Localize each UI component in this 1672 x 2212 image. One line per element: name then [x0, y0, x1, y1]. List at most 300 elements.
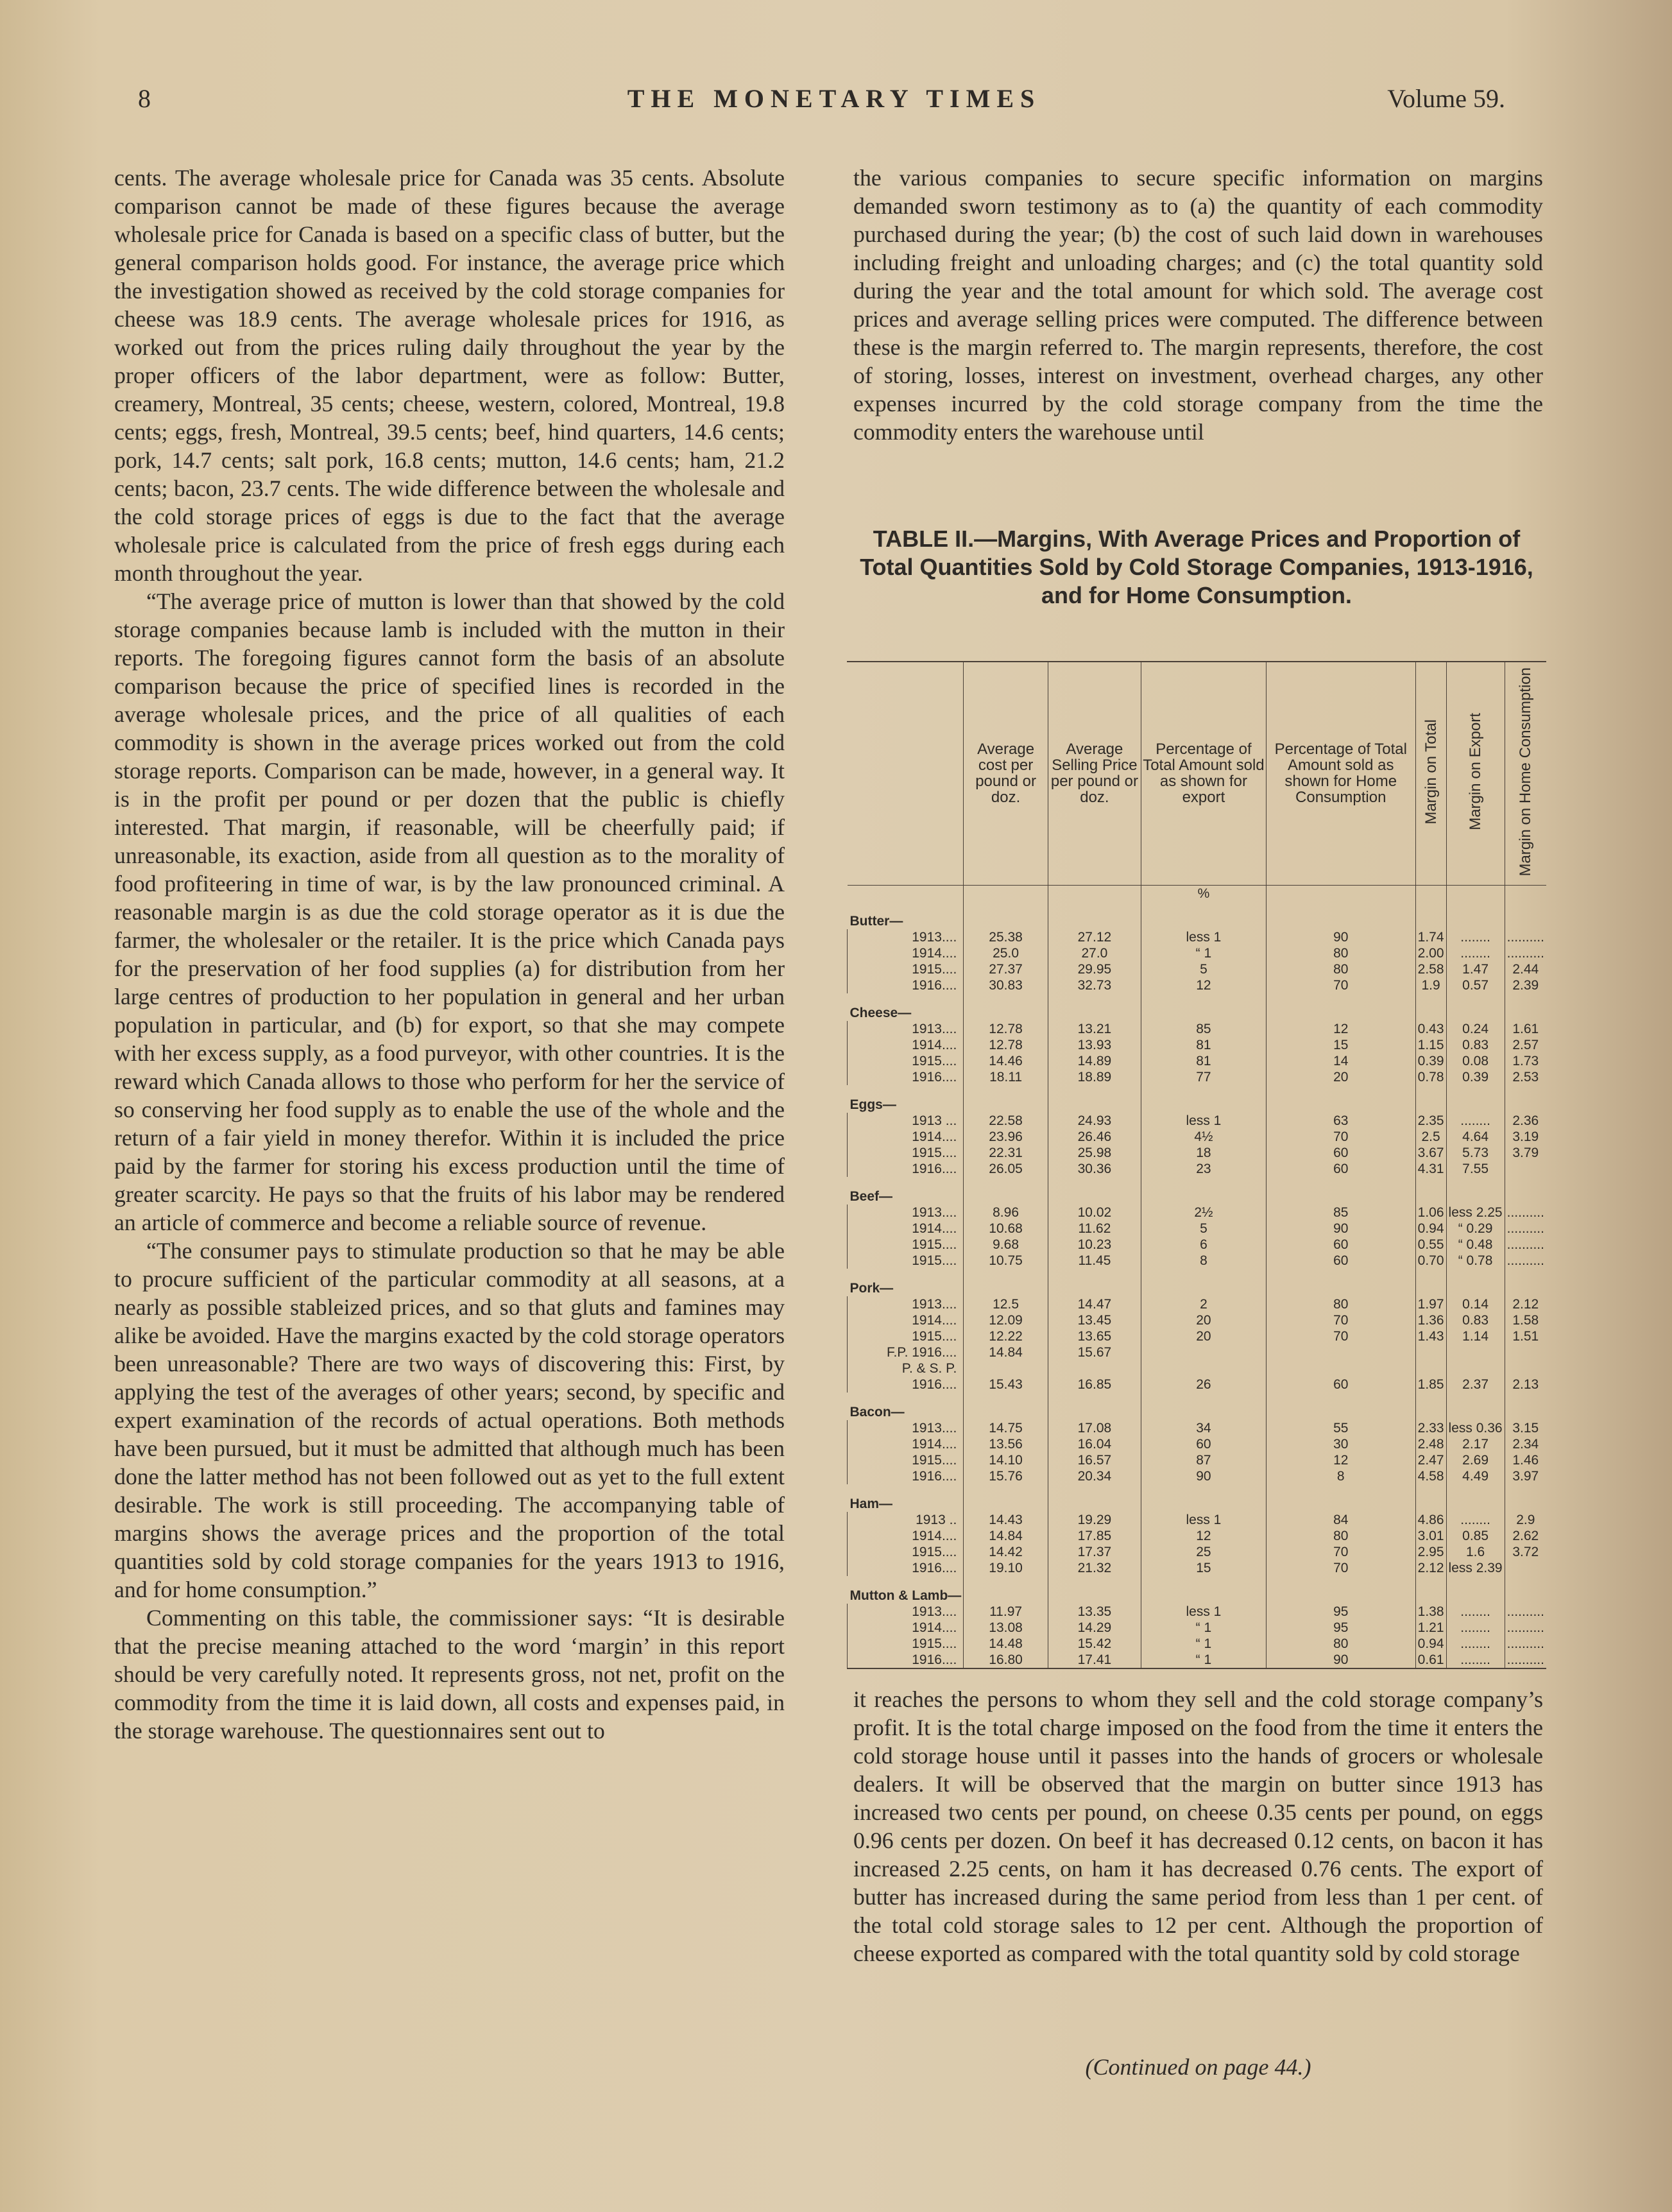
table-cell: 2.9 [1505, 1512, 1546, 1528]
table-cell: 55 [1266, 1420, 1415, 1436]
table-cell [1141, 1360, 1267, 1376]
table-cell: 32.73 [1048, 977, 1141, 993]
table-group-row [848, 1177, 1547, 1205]
row-year: F.P. 1916.... [848, 1344, 964, 1360]
table-cell: .......... [1505, 1221, 1546, 1237]
table-cell: ........ [1446, 945, 1505, 961]
table-row [848, 929, 1547, 945]
table-cell: 9.68 [964, 1237, 1048, 1253]
table-cell: 15.76 [964, 1468, 1048, 1484]
table-cell: .......... [1505, 929, 1546, 945]
row-year: 1915.... [848, 1636, 964, 1652]
table-cell [1505, 1344, 1546, 1360]
table-cell: 3.79 [1505, 1145, 1546, 1161]
table-cell: 25.98 [1048, 1145, 1141, 1161]
table-cell: 2½ [1141, 1205, 1267, 1221]
table-row [848, 1436, 1547, 1452]
table-cell: 2.17 [1446, 1436, 1505, 1452]
table-cell: ........ [1446, 1604, 1505, 1620]
page-header [0, 83, 1672, 122]
table-row [848, 1344, 1547, 1360]
row-year: P. & S. P. [848, 1360, 964, 1376]
table-cell: 2.53 [1505, 1069, 1546, 1085]
table-cell: 26 [1141, 1376, 1267, 1393]
table-cell: “ 0.78 [1446, 1253, 1505, 1269]
table-cell: 7.55 [1446, 1161, 1505, 1177]
table-group-row [848, 902, 1547, 929]
table-cell: 80 [1266, 961, 1415, 977]
table-cell: 1.9 [1415, 977, 1446, 993]
table-group-row [848, 993, 1547, 1021]
table-cell: .......... [1505, 1604, 1546, 1620]
table-cell: 23.96 [964, 1129, 1048, 1145]
table-cell: 20.34 [1048, 1468, 1141, 1484]
table-cell [1266, 1360, 1415, 1376]
table-cell: 70 [1266, 1544, 1415, 1560]
row-year: 1913.... [848, 1604, 964, 1620]
table-cell: 24.93 [1048, 1113, 1141, 1129]
table-cell: 14.10 [964, 1452, 1048, 1468]
row-year: 1915.... [848, 961, 964, 977]
row-year: 1916.... [848, 1161, 964, 1177]
group-label: Butter— [849, 913, 903, 929]
table-cell: 14.47 [1048, 1296, 1141, 1312]
margins-table [847, 661, 1546, 1669]
table-row [848, 1620, 1547, 1636]
table-cell: 1.46 [1505, 1452, 1546, 1468]
table-cell: 30.36 [1048, 1161, 1141, 1177]
table-body [848, 885, 1547, 1668]
row-year: 1913.... [848, 1420, 964, 1436]
table-cell: 4.58 [1415, 1468, 1446, 1484]
table-cell: 1.74 [1415, 929, 1446, 945]
table-cell: 20 [1266, 1069, 1415, 1085]
table-cell: 16.85 [1048, 1376, 1141, 1393]
table-cell: “ 1 [1141, 1652, 1267, 1668]
table-cell: .......... [1505, 1205, 1546, 1221]
table-cell: 34 [1141, 1420, 1267, 1436]
group-label: Pork— [849, 1280, 894, 1296]
header-pct-export: Percentage of Total Amount sold as shown for export [1141, 662, 1267, 885]
table-cell: 2.47 [1415, 1452, 1446, 1468]
table-cell: 26.46 [1048, 1129, 1141, 1145]
table-header-row [848, 662, 1547, 885]
publication-title: THE MONETARY TIMES [627, 84, 1041, 113]
header-margin-home: Margin on Home Consumption [1505, 662, 1546, 885]
table-cell: 0.85 [1446, 1528, 1505, 1544]
table-row [848, 1328, 1547, 1344]
table-cell: 14.48 [964, 1636, 1048, 1652]
group-label: Bacon— [849, 1404, 905, 1419]
table-cell [964, 1360, 1048, 1376]
table-cell: 0.24 [1446, 1021, 1505, 1037]
table-cell: 12.09 [964, 1312, 1048, 1328]
table-row [848, 1037, 1547, 1053]
table-cell: 5 [1141, 1221, 1267, 1237]
table-cell: 63 [1266, 1113, 1415, 1129]
table-cell: .......... [1505, 1620, 1546, 1636]
table-cell: 19.29 [1048, 1512, 1141, 1528]
table-cell: 19.10 [964, 1560, 1048, 1576]
table-row [848, 1512, 1547, 1528]
table-cell: ........ [1446, 1652, 1505, 1668]
table-cell: 10.75 [964, 1253, 1048, 1269]
table-row [848, 1652, 1547, 1668]
table-cell: 2.35 [1415, 1113, 1446, 1129]
table-cell: 20 [1141, 1328, 1267, 1344]
table-cell: 2.69 [1446, 1452, 1505, 1468]
table-cell: “ 0.48 [1446, 1237, 1505, 1253]
table-cell: 21.32 [1048, 1560, 1141, 1576]
table-group-row [848, 1393, 1547, 1420]
table-cell: 2.44 [1505, 961, 1546, 977]
table-cell: 13.65 [1048, 1328, 1141, 1344]
row-year: 1915.... [848, 1253, 964, 1269]
table-cell: 3.97 [1505, 1468, 1546, 1484]
table-row [848, 1544, 1547, 1560]
table-cell: 13.93 [1048, 1037, 1141, 1053]
table-cell: 80 [1266, 945, 1415, 961]
group-label: Eggs— [849, 1097, 896, 1112]
table-cell: 70 [1266, 1560, 1415, 1576]
table-cell: 12.5 [964, 1296, 1048, 1312]
table-cell: less 2.39 [1446, 1560, 1505, 1576]
table-cell: 0.39 [1446, 1069, 1505, 1085]
table-cell: 20 [1141, 1312, 1267, 1328]
table-cell: 60 [1266, 1376, 1415, 1393]
table-row [848, 1376, 1547, 1393]
table-cell: 16.57 [1048, 1452, 1141, 1468]
table-cell: 1.06 [1415, 1205, 1446, 1221]
table-cell: 1.21 [1415, 1620, 1446, 1636]
table-cell: 25.0 [964, 945, 1048, 961]
table-cell: .......... [1505, 1237, 1546, 1253]
table-cell: 90 [1266, 1221, 1415, 1237]
table-cell: 60 [1266, 1145, 1415, 1161]
table-cell: 17.85 [1048, 1528, 1141, 1544]
table-cell: “ 1 [1141, 1620, 1267, 1636]
table-cell [1141, 1344, 1267, 1360]
volume-label: Volume 59. [1387, 84, 1505, 113]
table-cell: 2.48 [1415, 1436, 1446, 1452]
table-cell: 1.51 [1505, 1328, 1546, 1344]
table-cell: 18 [1141, 1145, 1267, 1161]
table-cell: 2.13 [1505, 1376, 1546, 1393]
table-cell: less 1 [1141, 929, 1267, 945]
table-cell: ........ [1446, 1636, 1505, 1652]
table-cell: .......... [1505, 1253, 1546, 1269]
table-cell: 14.42 [964, 1544, 1048, 1560]
table-cell: 77 [1141, 1069, 1267, 1085]
table-cell: 18.89 [1048, 1069, 1141, 1085]
table-cell: 26.05 [964, 1161, 1048, 1177]
table-cell: 11.97 [964, 1604, 1048, 1620]
table-cell: 1.58 [1505, 1312, 1546, 1328]
continued-note: (Continued on page 44.) [1085, 2054, 1311, 2080]
table-cell: less 0.36 [1446, 1420, 1505, 1436]
table-title: TABLE II.—Margins, With Average Prices and Proportion of Total Quantities Sold by Cold Storage Companies, 1913-1916, and for Home Consumption. [860, 526, 1533, 608]
table-cell: 12 [1266, 1021, 1415, 1037]
table-cell [1505, 1360, 1546, 1376]
table-row [848, 1604, 1547, 1620]
paragraph: “The consumer pays to stimulate production so that he may be able to procure sufficient of the particular commodity at all seasons, at a nearly as possible stableized prices, and so that gluts and famines may alike be avoided. Have the margins exacted by the cold storage operators been unreasonable? There are two ways of discovering this: First, by applying the test of the averages of other years; second, by specific and expert examination of the records of actual operations. Both methods have been pursued, but it must be admitted that although much has been done the latter method has not been followed out as yet to the full extent desirable. The work is still proceeding. The accompanying table of margins shows the average prices and the proportion of the total quantities sold by cold storage companies for the years 1913 to 1916, and for home consumption.” [114, 1238, 785, 1602]
table-row [848, 1312, 1547, 1328]
row-year: 1913.... [848, 929, 964, 945]
table-cell: 16.04 [1048, 1436, 1141, 1452]
table-cell: ........ [1446, 1113, 1505, 1129]
header-avg-cost: Average cost per pound or doz. [964, 662, 1048, 885]
table-cell: 4½ [1141, 1129, 1267, 1145]
table-cell: 90 [1266, 1652, 1415, 1668]
table-cell: 1.38 [1415, 1604, 1446, 1620]
table-cell: 2.33 [1415, 1420, 1446, 1436]
table-cell: 80 [1266, 1528, 1415, 1544]
table-cell: 85 [1141, 1021, 1267, 1037]
table-cell: 0.61 [1415, 1652, 1446, 1668]
table-cell: 0.57 [1446, 977, 1505, 993]
table-cell: 95 [1266, 1620, 1415, 1636]
table-cell: ........ [1446, 1512, 1505, 1528]
table-cell: 10.68 [964, 1221, 1048, 1237]
table-cell: 14.84 [964, 1528, 1048, 1544]
table-cell: 10.23 [1048, 1237, 1141, 1253]
table-row [848, 1053, 1547, 1069]
table-cell: 14.29 [1048, 1620, 1141, 1636]
table-cell: 8 [1266, 1468, 1415, 1484]
row-year: 1915.... [848, 1328, 964, 1344]
table-cell: 60 [1266, 1237, 1415, 1253]
table-cell: ........ [1446, 1620, 1505, 1636]
row-year: 1914.... [848, 1129, 964, 1145]
table-row [848, 1145, 1547, 1161]
table-cell: 25.38 [964, 929, 1048, 945]
table-cell: 4.49 [1446, 1468, 1505, 1484]
table-cell: 1.6 [1446, 1544, 1505, 1560]
table-group-row [848, 1085, 1547, 1113]
table-cell: 22.58 [964, 1113, 1048, 1129]
table-cell: 1.47 [1446, 961, 1505, 977]
row-year: 1916.... [848, 1652, 964, 1668]
table-cell: 4.86 [1415, 1512, 1446, 1528]
table-cell: 11.45 [1048, 1253, 1141, 1269]
table-row [848, 1452, 1547, 1468]
table-cell: 60 [1266, 1253, 1415, 1269]
table-cell: 1.73 [1505, 1053, 1546, 1069]
table-cell: 23 [1141, 1161, 1267, 1177]
table-cell: 18.11 [964, 1069, 1048, 1085]
table-group-row [848, 1269, 1547, 1296]
table-cell: 30 [1266, 1436, 1415, 1452]
table-cell: 5.73 [1446, 1145, 1505, 1161]
table-cell: “ 1 [1141, 945, 1267, 961]
left-column [114, 164, 785, 1745]
header-blank [848, 662, 964, 885]
group-label: Beef— [849, 1188, 893, 1204]
table-row [848, 1205, 1547, 1221]
table-row [848, 961, 1547, 977]
table-cell: 14.46 [964, 1053, 1048, 1069]
table-cell: 22.31 [964, 1145, 1048, 1161]
group-label: Ham— [849, 1496, 893, 1511]
table-row [848, 1253, 1547, 1269]
table-group-row [848, 1576, 1547, 1604]
row-year: 1915.... [848, 1544, 964, 1560]
table-cell: less 2.25 [1446, 1205, 1505, 1221]
table-cell: 80 [1266, 1296, 1415, 1312]
table-row [848, 1021, 1547, 1037]
table-cell: 4.64 [1446, 1129, 1505, 1145]
row-year: 1913.... [848, 1021, 964, 1037]
table-row [848, 945, 1547, 961]
table-cell: 4.31 [1415, 1161, 1446, 1177]
table-cell: less 1 [1141, 1604, 1267, 1620]
table-cell: 15.42 [1048, 1636, 1141, 1652]
table-row [848, 1528, 1547, 1544]
header-margin-total: Margin on Total [1415, 662, 1446, 885]
table-cell: 13.56 [964, 1436, 1048, 1452]
paragraph: it reaches the persons to whom they sell and the cold storage company’s profit. It is the total charge imposed on the food from the time it enters the cold storage house until it passes into the hands of grocers or wholesale dealers. It will be observed that the margin on butter since 1913 has increased two cents per pound, on cheese 0.35 cents per pound, on eggs 0.96 cents per dozen. On beef it has decreased 0.12 cents, on bacon it has increased 2.25 cents, on ham it has decreased 0.76 cents. The export of butter has increased during the same period from less than 1 per cent. of the total cold storage sales to 12 per cent. Although the proportion of cheese exported as compared with the total quantity sold by cold storage [853, 1686, 1543, 1966]
table-cell: 70 [1266, 977, 1415, 993]
table-cell: 12.22 [964, 1328, 1048, 1344]
table-cell: 2.36 [1505, 1113, 1546, 1129]
table-cell: 0.78 [1415, 1069, 1446, 1085]
table-cell: 14.89 [1048, 1053, 1141, 1069]
row-year: 1913.... [848, 1296, 964, 1312]
table-row [848, 1296, 1547, 1312]
table-cell: 80 [1266, 1636, 1415, 1652]
table-cell: 12 [1141, 977, 1267, 993]
table-cell: 0.43 [1415, 1021, 1446, 1037]
table-row [848, 1069, 1547, 1085]
row-year: 1915.... [848, 1452, 964, 1468]
table-cell: 14.75 [964, 1420, 1048, 1436]
table-cell: 2.12 [1415, 1560, 1446, 1576]
table-cell [1415, 1344, 1446, 1360]
header-pct-home: Percentage of Total Amount sold as shown for Home Consumption [1266, 662, 1415, 885]
table-cell: 1.97 [1415, 1296, 1446, 1312]
table-cell: 81 [1141, 1037, 1267, 1053]
table-cell: 60 [1141, 1436, 1267, 1452]
table-cell: 11.62 [1048, 1221, 1141, 1237]
table-cell: 12.78 [964, 1021, 1048, 1037]
table-cell: 1.43 [1415, 1328, 1446, 1344]
table-cell: 15 [1141, 1560, 1267, 1576]
table-cell: 0.83 [1446, 1312, 1505, 1328]
table-unit-row [848, 885, 1547, 902]
table-cell: 12 [1141, 1528, 1267, 1544]
table-cell: 3.15 [1505, 1420, 1546, 1436]
table-cell: 14 [1266, 1053, 1415, 1069]
table-cell: 25 [1141, 1544, 1267, 1560]
table-cell: 27.0 [1048, 945, 1141, 961]
right-column-top [853, 164, 1543, 446]
table-cell: 1.14 [1446, 1328, 1505, 1344]
table-cell: 1.61 [1505, 1021, 1546, 1037]
row-year: 1916.... [848, 1560, 964, 1576]
table-cell: 8.96 [964, 1205, 1048, 1221]
table-cell: 84 [1266, 1512, 1415, 1528]
table-cell: 3.19 [1505, 1129, 1546, 1145]
table-cell: 17.41 [1048, 1652, 1141, 1668]
table-row [848, 1636, 1547, 1652]
table-cell: 2.5 [1415, 1129, 1446, 1145]
table-cell: .......... [1505, 1636, 1546, 1652]
table-cell: 5 [1141, 961, 1267, 977]
table-cell: 0.83 [1446, 1037, 1505, 1053]
row-year: 1916.... [848, 1069, 964, 1085]
row-year: 1914.... [848, 945, 964, 961]
table-cell: “ 0.29 [1446, 1221, 1505, 1237]
table-row [848, 1129, 1547, 1145]
table-cell: 13.21 [1048, 1021, 1141, 1037]
table-cell: 15.43 [964, 1376, 1048, 1393]
table-cell: 14.43 [964, 1512, 1048, 1528]
table-cell: 87 [1141, 1452, 1267, 1468]
table-cell [1505, 1560, 1546, 1576]
row-year: 1916.... [848, 1468, 964, 1484]
paragraph: the various companies to secure specific information on margins demanded sworn testimony as to (a) the quantity of each commodity purchased during the year; (b) the cost of such laid down in warehouses including freight and unloading charges; and (c) the total quantity sold during the year and the total amount for which sold. The average cost prices and average selling prices were computed. The difference between these is the margin referred to. The margin represents, therefore, the cost of storing, losses, interest on investment, overhead charges, any other expenses incurred by the cold storage company from the time the commodity enters the warehouse until [853, 165, 1543, 445]
header-margin-export: Margin on Export [1446, 662, 1505, 885]
table-cell: 2 [1141, 1296, 1267, 1312]
row-year: 1913 ... [848, 1113, 964, 1129]
table-cell: 70 [1266, 1328, 1415, 1344]
table-cell: 12 [1266, 1452, 1415, 1468]
row-year: 1914.... [848, 1312, 964, 1328]
table-cell: 3.01 [1415, 1528, 1446, 1544]
row-year: 1914.... [848, 1221, 964, 1237]
table-cell: 15 [1266, 1037, 1415, 1053]
table-cell: 0.94 [1415, 1636, 1446, 1652]
table-cell: 10.02 [1048, 1205, 1141, 1221]
page-number: 8 [138, 84, 151, 113]
table-cell: 13.08 [964, 1620, 1048, 1636]
table-cell: 27.37 [964, 961, 1048, 977]
group-label: Cheese— [849, 1005, 912, 1020]
table-row [848, 1237, 1547, 1253]
table-cell: 0.70 [1415, 1253, 1446, 1269]
row-year: 1916.... [848, 1376, 964, 1393]
table-cell: 81 [1141, 1053, 1267, 1069]
table-cell: less 1 [1141, 1113, 1267, 1129]
table-cell: 14.84 [964, 1344, 1048, 1360]
table-cell [1446, 1360, 1505, 1376]
table-cell: 85 [1266, 1205, 1415, 1221]
table-row [848, 1560, 1547, 1576]
table-group-row [848, 1484, 1547, 1512]
table-cell: 30.83 [964, 977, 1048, 993]
table-cell [1266, 1344, 1415, 1360]
table-cell: 13.35 [1048, 1604, 1141, 1620]
table-row [848, 1161, 1547, 1177]
table-cell: 70 [1266, 1312, 1415, 1328]
table-cell: 16.80 [964, 1652, 1048, 1668]
table-cell: 60 [1266, 1161, 1415, 1177]
right-column-bottom [853, 1685, 1543, 1968]
table-cell: 13.45 [1048, 1312, 1141, 1328]
table-cell: 8 [1141, 1253, 1267, 1269]
table-cell: 2.12 [1505, 1296, 1546, 1312]
table-cell: 12.78 [964, 1037, 1048, 1053]
table-cell: 17.08 [1048, 1420, 1141, 1436]
table-cell [1505, 1161, 1546, 1177]
table-cell: 6 [1141, 1237, 1267, 1253]
table-cell: 1.85 [1415, 1376, 1446, 1393]
table-cell: 0.94 [1415, 1221, 1446, 1237]
row-year: 1914.... [848, 1037, 964, 1053]
paragraph: cents. The average wholesale price for Canada was 35 cents. Absolute comparison cannot be made of these figures because the average wholesale price for Canada is based on a specific class of butter, but the general comparison holds good. For instance, the average price which the investigation showed as received by the cold storage companies for cheese was 18.9 cents. The average wholesale prices for 1916, as worked out from the prices ruling daily throughout the year by the proper officers of the labor department, were as follow: Butter, creamery, Montreal, 35 cents; cheese, western, colored, Montreal, 19.8 cents; eggs, fresh, Montreal, 39.5 cents; beef, hind quarters, 14.6 cents; pork, 14.7 cents; salt pork, 16.8 cents; mutton, 14.6 cents; ham, 21.2 cents; bacon, 23.7 cents. The wide difference between the wholesale and the cold storage prices of eggs is due to the fact that the average wholesale price is calculated from the price of fresh eggs during each month throughout the year. [114, 165, 785, 586]
table-cell: 3.72 [1505, 1544, 1546, 1560]
table-cell: 2.57 [1505, 1037, 1546, 1053]
